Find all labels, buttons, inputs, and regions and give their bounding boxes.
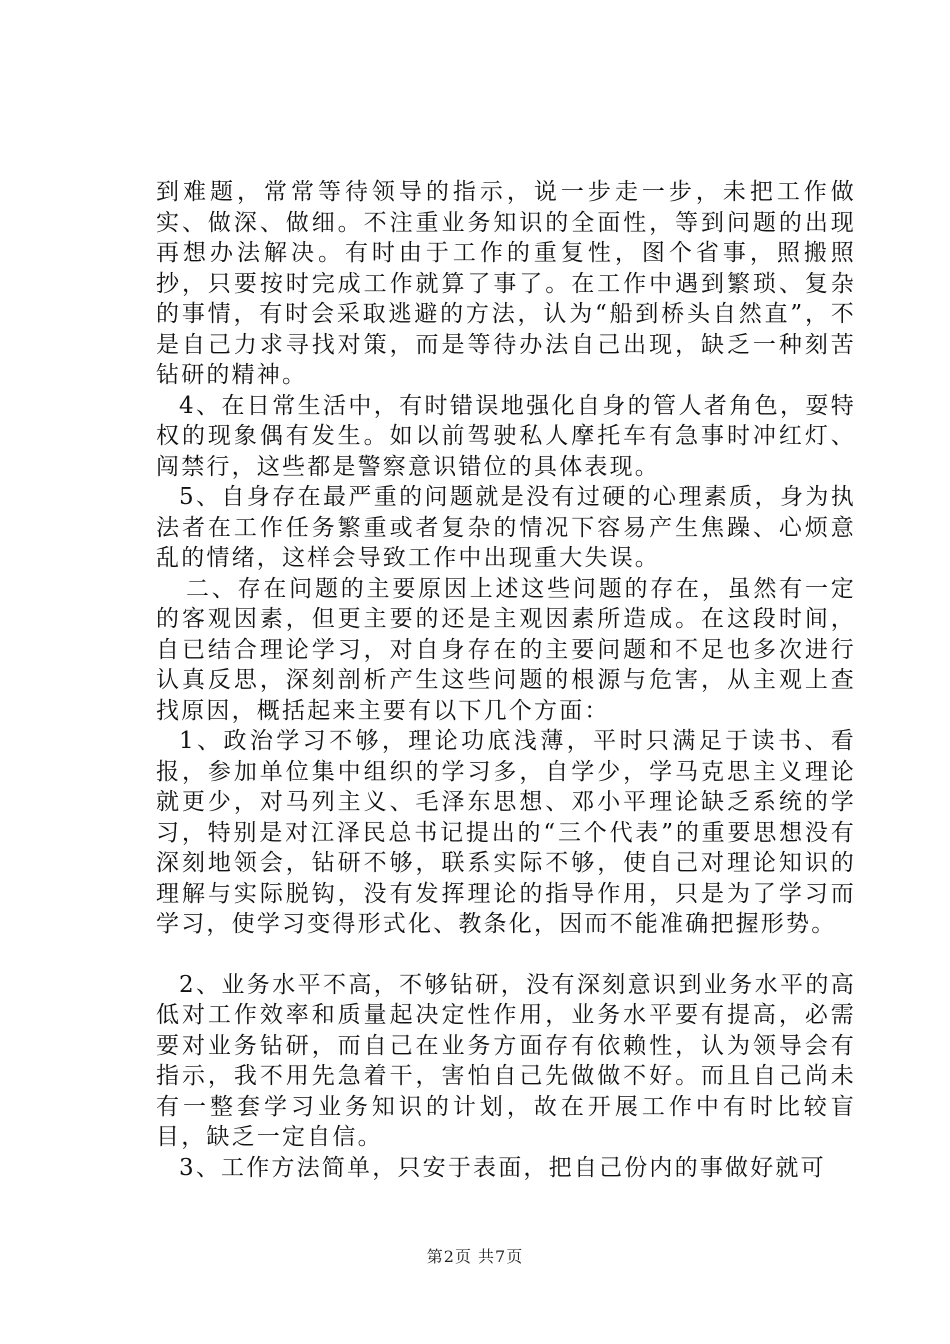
paragraph-section-two: 二、存在问题的主要原因上述这些问题的存在，虽然有一定的客观因素，但更主要的还是主观因素所造成。在这段时间，自已结合理论学习，对自身存在的主要问题和不足也多次进行认真反思，深刻剖析产生这些问题的根源与危害，从主观上查找原因，概括起来主要有以下几个方面：	[156, 575, 856, 724]
document-body	[156, 177, 856, 1183]
paragraph-reason-2: 2、业务水平不高，不够钻研，没有深刻意识到业务水平的高低对工作效率和质量起决定性作用，业务水平要有提高，必需要对业务钻研，而自己在业务方面存有依赖性，认为领导会有指示，我不用先急着干，害怕自己先做做不好。而且自己尚未有一整套学习业务知识的计划，故在开展工作中有时比较盲目，缺乏一定自信。	[156, 971, 856, 1150]
paragraph-reason-1: 1、政治学习不够，理论功底浅薄，平时只满足于读书、看报，参加单位集中组织的学习多，自学少，学马克思主义理论就更少，对马列主义、毛泽东思想、邓小平理论缺乏系统的学习，特别是对江泽民总书记提出的“三个代表”的重要思想没有深刻地领会，钻研不够，联系实际不够，使自己对理论知识的理解与实际脱钩，没有发挥理论的指导作用，只是为了学习而学习，使学习变得形式化、教条化，因而不能准确把握形势。	[156, 728, 856, 937]
paragraph-continuation: 到难题，常常等待领导的指示，说一步走一步，未把工作做实、做深、做细。不注重业务知识的全面性，等到问题的出现再想办法解决。有时由于工作的重复性，图个省事，照搬照抄，只要按时完成工作就算了事了。在工作中遇到繁琐、复杂的事情，有时会采取逃避的方法，认为“船到桥头自然直”，不是自己力求寻找对策，而是等待办法自己出现，缺乏一种刻苦钻研的精神。	[156, 179, 856, 388]
page-footer: 第2页 共7页	[426, 1247, 524, 1266]
paragraph-item-5: 5、自身存在最严重的问题就是没有过硬的心理素质，身为执法者在工作任务繁重或者复杂的情况下容易产生焦躁、心烦意乱的情绪，这样会导致工作中出现重大失误。	[156, 484, 856, 571]
paragraph-item-4: 4、在日常生活中，有时错误地强化自身的管人者角色，耍特权的现象偶有发生。如以前驾驶私人摩托车有急事时冲红灯、闯禁行，这些都是警察意识错位的具体表现。	[156, 392, 856, 480]
paragraph-reason-3: 3、工作方法简单，只安于表面，把自己份内的事做好就可	[179, 1154, 826, 1181]
